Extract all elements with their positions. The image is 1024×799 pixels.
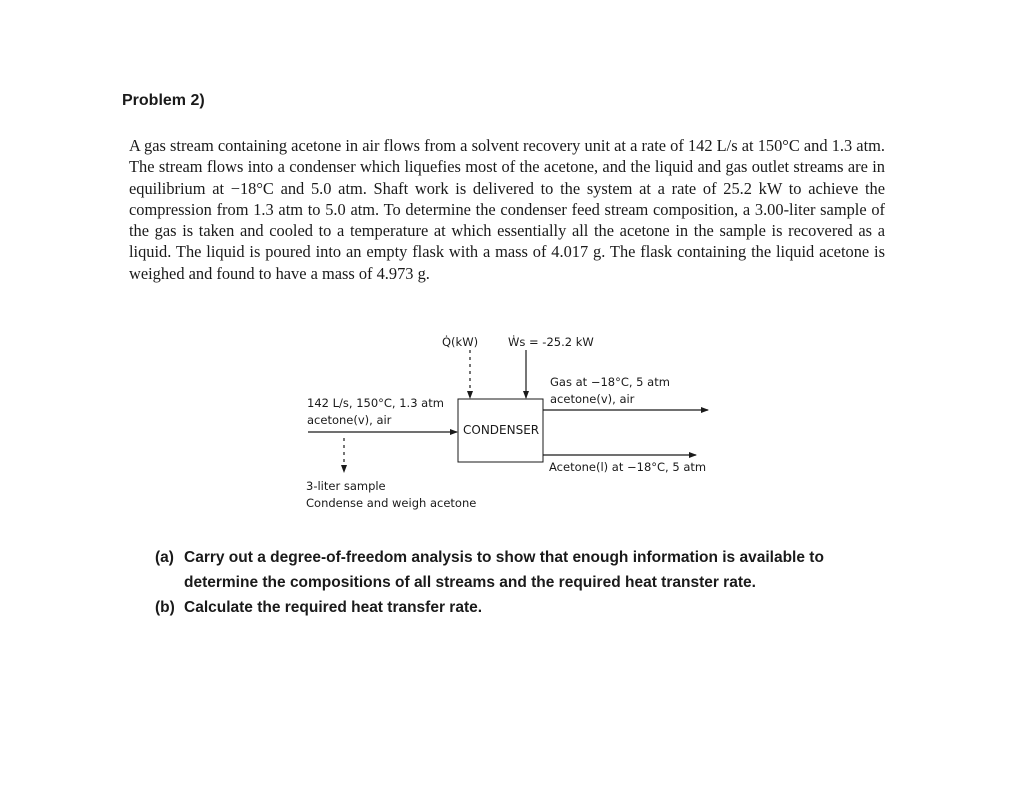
sample-procedure-label: Condense and weigh acetone: [306, 496, 477, 510]
gas-outlet-components-label: acetone(v), air: [550, 392, 635, 406]
question-item: [155, 595, 875, 620]
heat-rate-label: Q̇(kW): [442, 335, 479, 349]
sample-label: 3-liter sample: [306, 479, 386, 493]
liquid-outlet-label: Acetone(l) at −18°C, 5 atm: [549, 460, 707, 474]
condenser-label: CONDENSER: [463, 423, 540, 437]
feed-conditions-label: 142 L/s, 150°C, 1.3 atm: [307, 396, 444, 410]
question-text: Calculate the required heat transfer rate.: [184, 599, 483, 616]
question-marker: (a): [155, 549, 174, 566]
question-text: Carry out a degree-of-freedom analysis to show that enough information is available to determine the compositions of all streams and the required heat transter rate.: [184, 549, 824, 591]
shaft-work-label: Ẇs = -25.2 kW: [508, 335, 594, 349]
process-flow-diagram: [300, 330, 720, 520]
problem-statement: A gas stream containing acetone in air flows from a solvent recovery unit at a rate of 142 L/s at 150°C and 1.3 atm. The stream flows into a condenser which liquefies most of the acetone, and the liquid and gas outlet streams are in equilibrium at −18°C and 5.0 atm. Shaft work is delivered to the system at a rate of 25.2 kW to achieve the compression from 1.3 atm to 5.0 atm. To determine the condenser feed stream composition, a 3.00-liter sample of the gas is taken and cooled to a temperature at which essentially all the acetone in the sample is recovered as a liquid. The liquid is poured into an empty flask with a mass of 4.017 g. The flask containing the liquid acetone is weighed and found to have a mass of 4.973 g.: [129, 136, 885, 283]
question-item: [155, 545, 875, 595]
feed-components-label: acetone(v), air: [307, 413, 392, 427]
problem-title: Problem 2): [122, 92, 205, 109]
question-marker: (b): [155, 599, 175, 616]
gas-outlet-conditions-label: Gas at −18°C, 5 atm: [550, 375, 670, 389]
question-list: [155, 545, 875, 620]
